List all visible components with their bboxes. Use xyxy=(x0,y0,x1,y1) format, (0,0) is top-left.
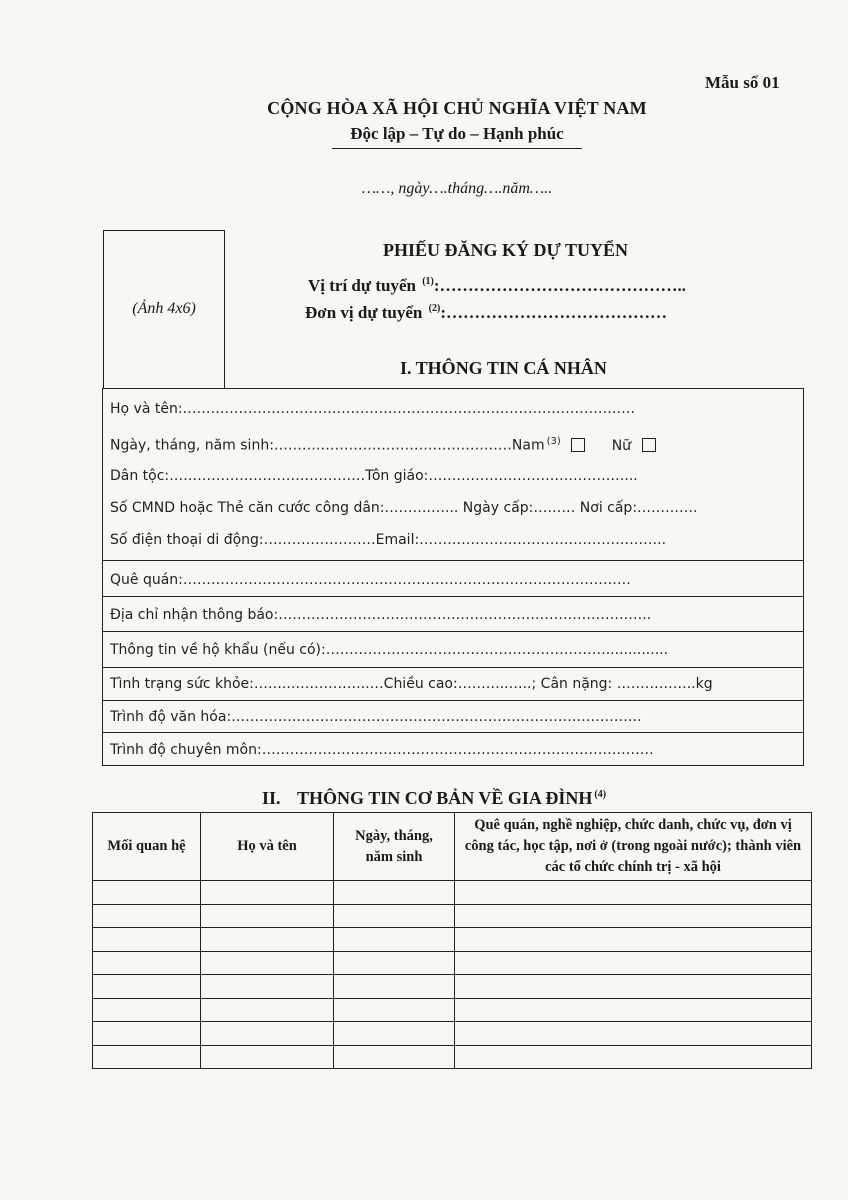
table-cell[interactable] xyxy=(455,881,812,905)
table-cell[interactable] xyxy=(93,998,201,1022)
hometown-field[interactable]: Quê quán:…………………………………………………………………………………… xyxy=(110,572,631,588)
table-cell[interactable] xyxy=(334,998,455,1022)
section2-number: II. xyxy=(262,788,281,808)
table-row xyxy=(93,904,812,928)
divider xyxy=(102,667,804,668)
nation-title: CỘNG HÒA XÃ HỘI CHỦ NGHĨA VIỆT NAM xyxy=(267,98,647,118)
phone-email-field[interactable]: Số điện thoại di động:……………………Email:…………………………………………….. xyxy=(110,532,667,548)
unit-dots: :………………………………… xyxy=(440,303,667,322)
unit-field[interactable] xyxy=(305,303,667,323)
dob-gender-field[interactable] xyxy=(110,436,656,454)
col-relationship: Mối quan hệ xyxy=(93,813,201,881)
table-cell[interactable] xyxy=(93,1022,201,1046)
table-cell[interactable] xyxy=(455,951,812,975)
motto: Độc lập – Tự do – Hạnh phúc xyxy=(350,124,564,143)
female-label: Nữ xyxy=(611,437,632,454)
table-row xyxy=(93,881,812,905)
education-field[interactable]: Trình độ văn hóa:……………………………………………………………………………. xyxy=(110,709,642,725)
table-cell[interactable] xyxy=(93,928,201,952)
date-line[interactable]: ……, ngày….tháng….năm….. xyxy=(361,180,553,197)
table-cell[interactable] xyxy=(93,881,201,905)
table-cell[interactable] xyxy=(334,904,455,928)
male-checkbox[interactable] xyxy=(571,438,585,452)
unit-label: Đơn vị dự tuyển xyxy=(305,303,423,322)
table-cell[interactable] xyxy=(455,1045,812,1069)
divider xyxy=(102,700,804,701)
health-field[interactable]: Tình trạng sức khỏe:……..……………..…Chiều cao:………..…..; Cân nặng: ……………..kg xyxy=(110,676,713,692)
address-field[interactable]: Địa chỉ nhận thông báo:…………………………………………………………………….. xyxy=(110,607,652,623)
family-table xyxy=(92,812,812,1069)
table-row xyxy=(93,1045,812,1069)
table-cell[interactable] xyxy=(201,1022,334,1046)
table-cell[interactable] xyxy=(93,975,201,999)
table-cell[interactable] xyxy=(93,904,201,928)
table-header-row xyxy=(93,813,812,881)
position-dots: :…………………………………….. xyxy=(433,276,687,295)
table-row xyxy=(93,1022,812,1046)
col-dob: Ngày, tháng, năm sinh xyxy=(334,813,455,881)
form-number: Mẫu số 01 xyxy=(705,73,780,92)
male-note: (3) xyxy=(546,436,561,447)
table-row xyxy=(93,998,812,1022)
dob-text: Ngày, tháng, năm sinh:……………………………………………Nam xyxy=(110,437,545,454)
female-checkbox[interactable] xyxy=(642,438,656,452)
table-cell[interactable] xyxy=(334,928,455,952)
form-title: PHIẾU ĐĂNG KÝ DỰ TUYỂN xyxy=(383,240,629,260)
motto-underline xyxy=(332,148,582,149)
specialty-field[interactable]: Trình độ chuyên môn:………………………………………………………………………… xyxy=(110,742,654,758)
col-details: Quê quán, nghề nghiệp, chức danh, chức vụ, đơn vị công tác, học tập, nơi ở (trong ngoài nước); thành viên các tổ chức chính trị - xã hội xyxy=(455,813,812,881)
table-cell[interactable] xyxy=(455,1022,812,1046)
table-cell[interactable] xyxy=(455,928,812,952)
position-label: Vị trí dự tuyển xyxy=(308,276,416,295)
photo-label: (Ảnh 4x6) xyxy=(132,300,196,317)
table-cell[interactable] xyxy=(93,951,201,975)
table-row xyxy=(93,951,812,975)
table-cell[interactable] xyxy=(201,975,334,999)
section2-heading: THÔNG TIN CƠ BẢN VỀ GIA ĐÌNH xyxy=(297,788,593,808)
section1-title: I. THÔNG TIN CÁ NHÂN xyxy=(400,358,607,378)
full-name-field[interactable]: Họ và tên:……………………………………………………………………………………. xyxy=(110,401,635,417)
position-note: (1) xyxy=(422,276,434,288)
divider xyxy=(102,631,804,632)
section2-note: (4) xyxy=(594,789,607,800)
unit-note: (2) xyxy=(428,303,441,315)
position-field[interactable] xyxy=(308,276,686,296)
divider xyxy=(102,560,804,561)
table-cell[interactable] xyxy=(334,975,455,999)
table-cell[interactable] xyxy=(201,998,334,1022)
ethnicity-religion-field[interactable]: Dân tộc:……………………………………Tôn giáo:……………………………………... xyxy=(110,468,638,484)
table-cell[interactable] xyxy=(334,1045,455,1069)
table-row xyxy=(93,975,812,999)
table-row xyxy=(93,928,812,952)
table-cell[interactable] xyxy=(201,881,334,905)
household-field[interactable]: Thông tin về hộ khẩu (nếu có):…………………………………………………….............. xyxy=(110,642,669,658)
col-full-name: Họ và tên xyxy=(201,813,334,881)
id-card-field[interactable]: Số CMND hoặc Thẻ căn cước công dân:……….…... Ngày cấp:……… Nơi cấp:…………. xyxy=(110,500,698,516)
table-cell[interactable] xyxy=(455,998,812,1022)
table-cell[interactable] xyxy=(93,1045,201,1069)
section2-title xyxy=(262,788,606,809)
table-cell[interactable] xyxy=(334,881,455,905)
table-cell[interactable] xyxy=(334,1022,455,1046)
table-cell[interactable] xyxy=(455,904,812,928)
table-cell[interactable] xyxy=(334,951,455,975)
table-cell[interactable] xyxy=(201,904,334,928)
table-cell[interactable] xyxy=(201,951,334,975)
divider xyxy=(102,596,804,597)
table-cell[interactable] xyxy=(201,928,334,952)
divider xyxy=(102,732,804,733)
table-cell[interactable] xyxy=(455,975,812,999)
table-cell[interactable] xyxy=(201,1045,334,1069)
